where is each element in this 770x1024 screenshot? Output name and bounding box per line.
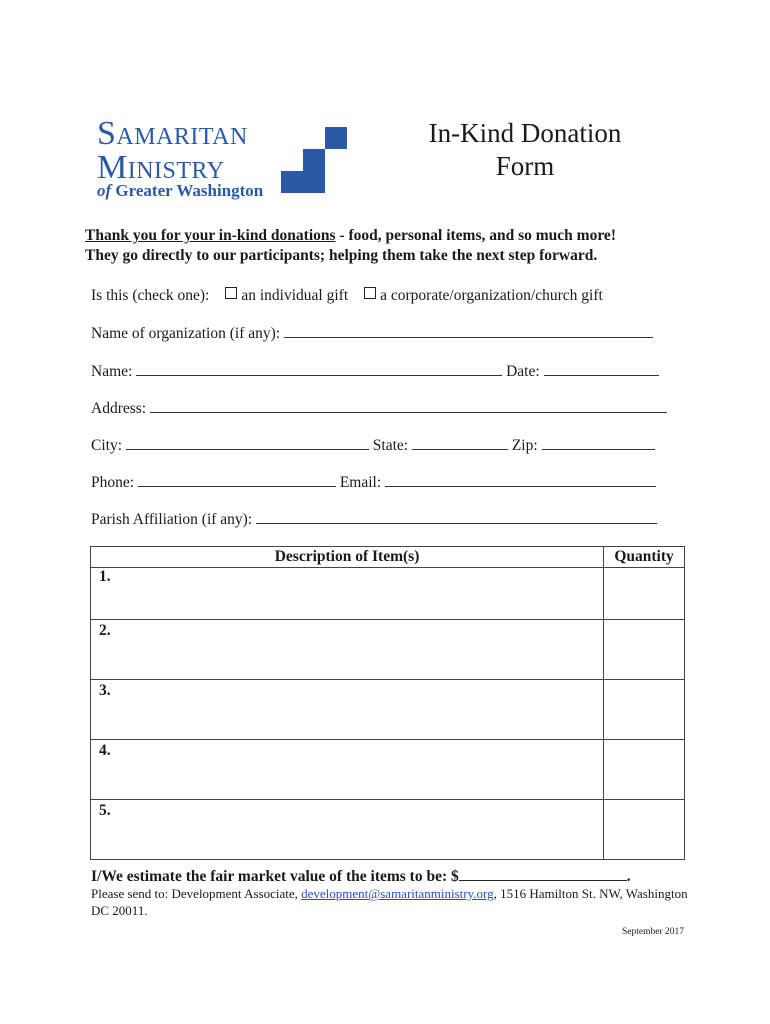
- item-quantity-cell[interactable]: [604, 568, 685, 620]
- item-quantity-cell[interactable]: [604, 620, 685, 680]
- name-date-row: [91, 361, 659, 382]
- check-prompt: Is this (check one):: [91, 287, 210, 304]
- description-header: Description of Item(s): [91, 547, 604, 568]
- table-row: [91, 568, 685, 620]
- corporate-gift-label: a corporate/organization/church gift: [380, 287, 603, 304]
- send-prefix: Please send to: Development Associate,: [91, 886, 302, 901]
- item-description-cell[interactable]: 4.: [91, 740, 604, 800]
- state-field[interactable]: [412, 435, 508, 450]
- parish-field[interactable]: [256, 509, 657, 524]
- logo-line-greater-washington: [97, 182, 263, 200]
- send-suffix: , 1516 Hamilton St. NW, Washington DC 20011.: [91, 886, 688, 918]
- date-field[interactable]: [544, 361, 659, 376]
- city-label: City:: [91, 437, 123, 454]
- logo-line-ministry: Ministry: [97, 149, 225, 186]
- parish-row: [91, 509, 657, 530]
- organization-row: [91, 323, 653, 344]
- send-instructions: [91, 885, 691, 919]
- revision-date: September 2017: [621, 927, 684, 937]
- logo-greater-washington: Greater Washington: [111, 181, 264, 200]
- address-row: [91, 398, 667, 419]
- zip-label: Zip:: [511, 437, 538, 454]
- gift-type-row: [91, 286, 603, 306]
- individual-gift-checkbox[interactable]: [225, 287, 237, 299]
- parish-label: Parish Affiliation (if any):: [91, 511, 253, 528]
- item-quantity-cell[interactable]: [604, 680, 685, 740]
- city-state-zip-row: [91, 435, 655, 456]
- zip-field[interactable]: [542, 435, 655, 450]
- table-row: [91, 620, 685, 680]
- estimate-value-field[interactable]: [459, 866, 627, 881]
- state-label: State:: [372, 437, 409, 454]
- address-label: Address:: [91, 400, 147, 417]
- item-description-cell[interactable]: 5.: [91, 800, 604, 860]
- table-row: [91, 680, 685, 740]
- table-row: [91, 800, 685, 860]
- item-description-cell[interactable]: 2.: [91, 620, 604, 680]
- phone-label: Phone:: [91, 474, 135, 491]
- corporate-gift-checkbox[interactable]: [364, 287, 376, 299]
- date-label: Date:: [506, 363, 540, 380]
- city-field[interactable]: [126, 435, 369, 450]
- estimate-text: I/We estimate the fair market value of the items to be: $: [91, 868, 459, 885]
- intro-underlined: Thank you for your in-kind donations: [85, 227, 336, 244]
- form-title: [390, 117, 660, 183]
- intro-rest: - food, personal items, and so much more!: [335, 227, 616, 244]
- form-title-line2: Form: [495, 151, 555, 181]
- estimate-end: .: [626, 868, 631, 885]
- address-field[interactable]: [150, 398, 667, 413]
- form-title-line1: In-Kind Donation: [428, 118, 622, 148]
- logo-squares-icon: [277, 127, 353, 203]
- logo-of: of: [97, 181, 112, 200]
- phone-field[interactable]: [138, 472, 336, 487]
- estimate-row: [91, 866, 631, 887]
- quantity-header: Quantity: [604, 547, 685, 568]
- email-label: Email:: [339, 474, 382, 491]
- org-field[interactable]: [284, 323, 653, 338]
- intro-text: [85, 226, 705, 266]
- table-row: [91, 740, 685, 800]
- phone-email-row: [91, 472, 656, 493]
- individual-gift-label: an individual gift: [241, 287, 349, 304]
- table-header-row: [91, 547, 685, 568]
- org-label: Name of organization (if any):: [91, 325, 281, 342]
- name-field[interactable]: [136, 361, 502, 376]
- item-description-cell[interactable]: 1.: [91, 568, 604, 620]
- item-quantity-cell[interactable]: [604, 740, 685, 800]
- item-quantity-cell[interactable]: [604, 800, 685, 860]
- samaritan-ministry-logo: [97, 117, 357, 203]
- development-email-link[interactable]: development@samaritanministry.org: [301, 886, 494, 901]
- items-table: [90, 546, 685, 860]
- logo-line-samaritan: Samaritan: [97, 115, 248, 152]
- item-description-cell[interactable]: 3.: [91, 680, 604, 740]
- name-label: Name:: [91, 363, 133, 380]
- email-field[interactable]: [385, 472, 656, 487]
- intro-line2: They go directly to our participants; helping them take the next step forward.: [85, 247, 598, 264]
